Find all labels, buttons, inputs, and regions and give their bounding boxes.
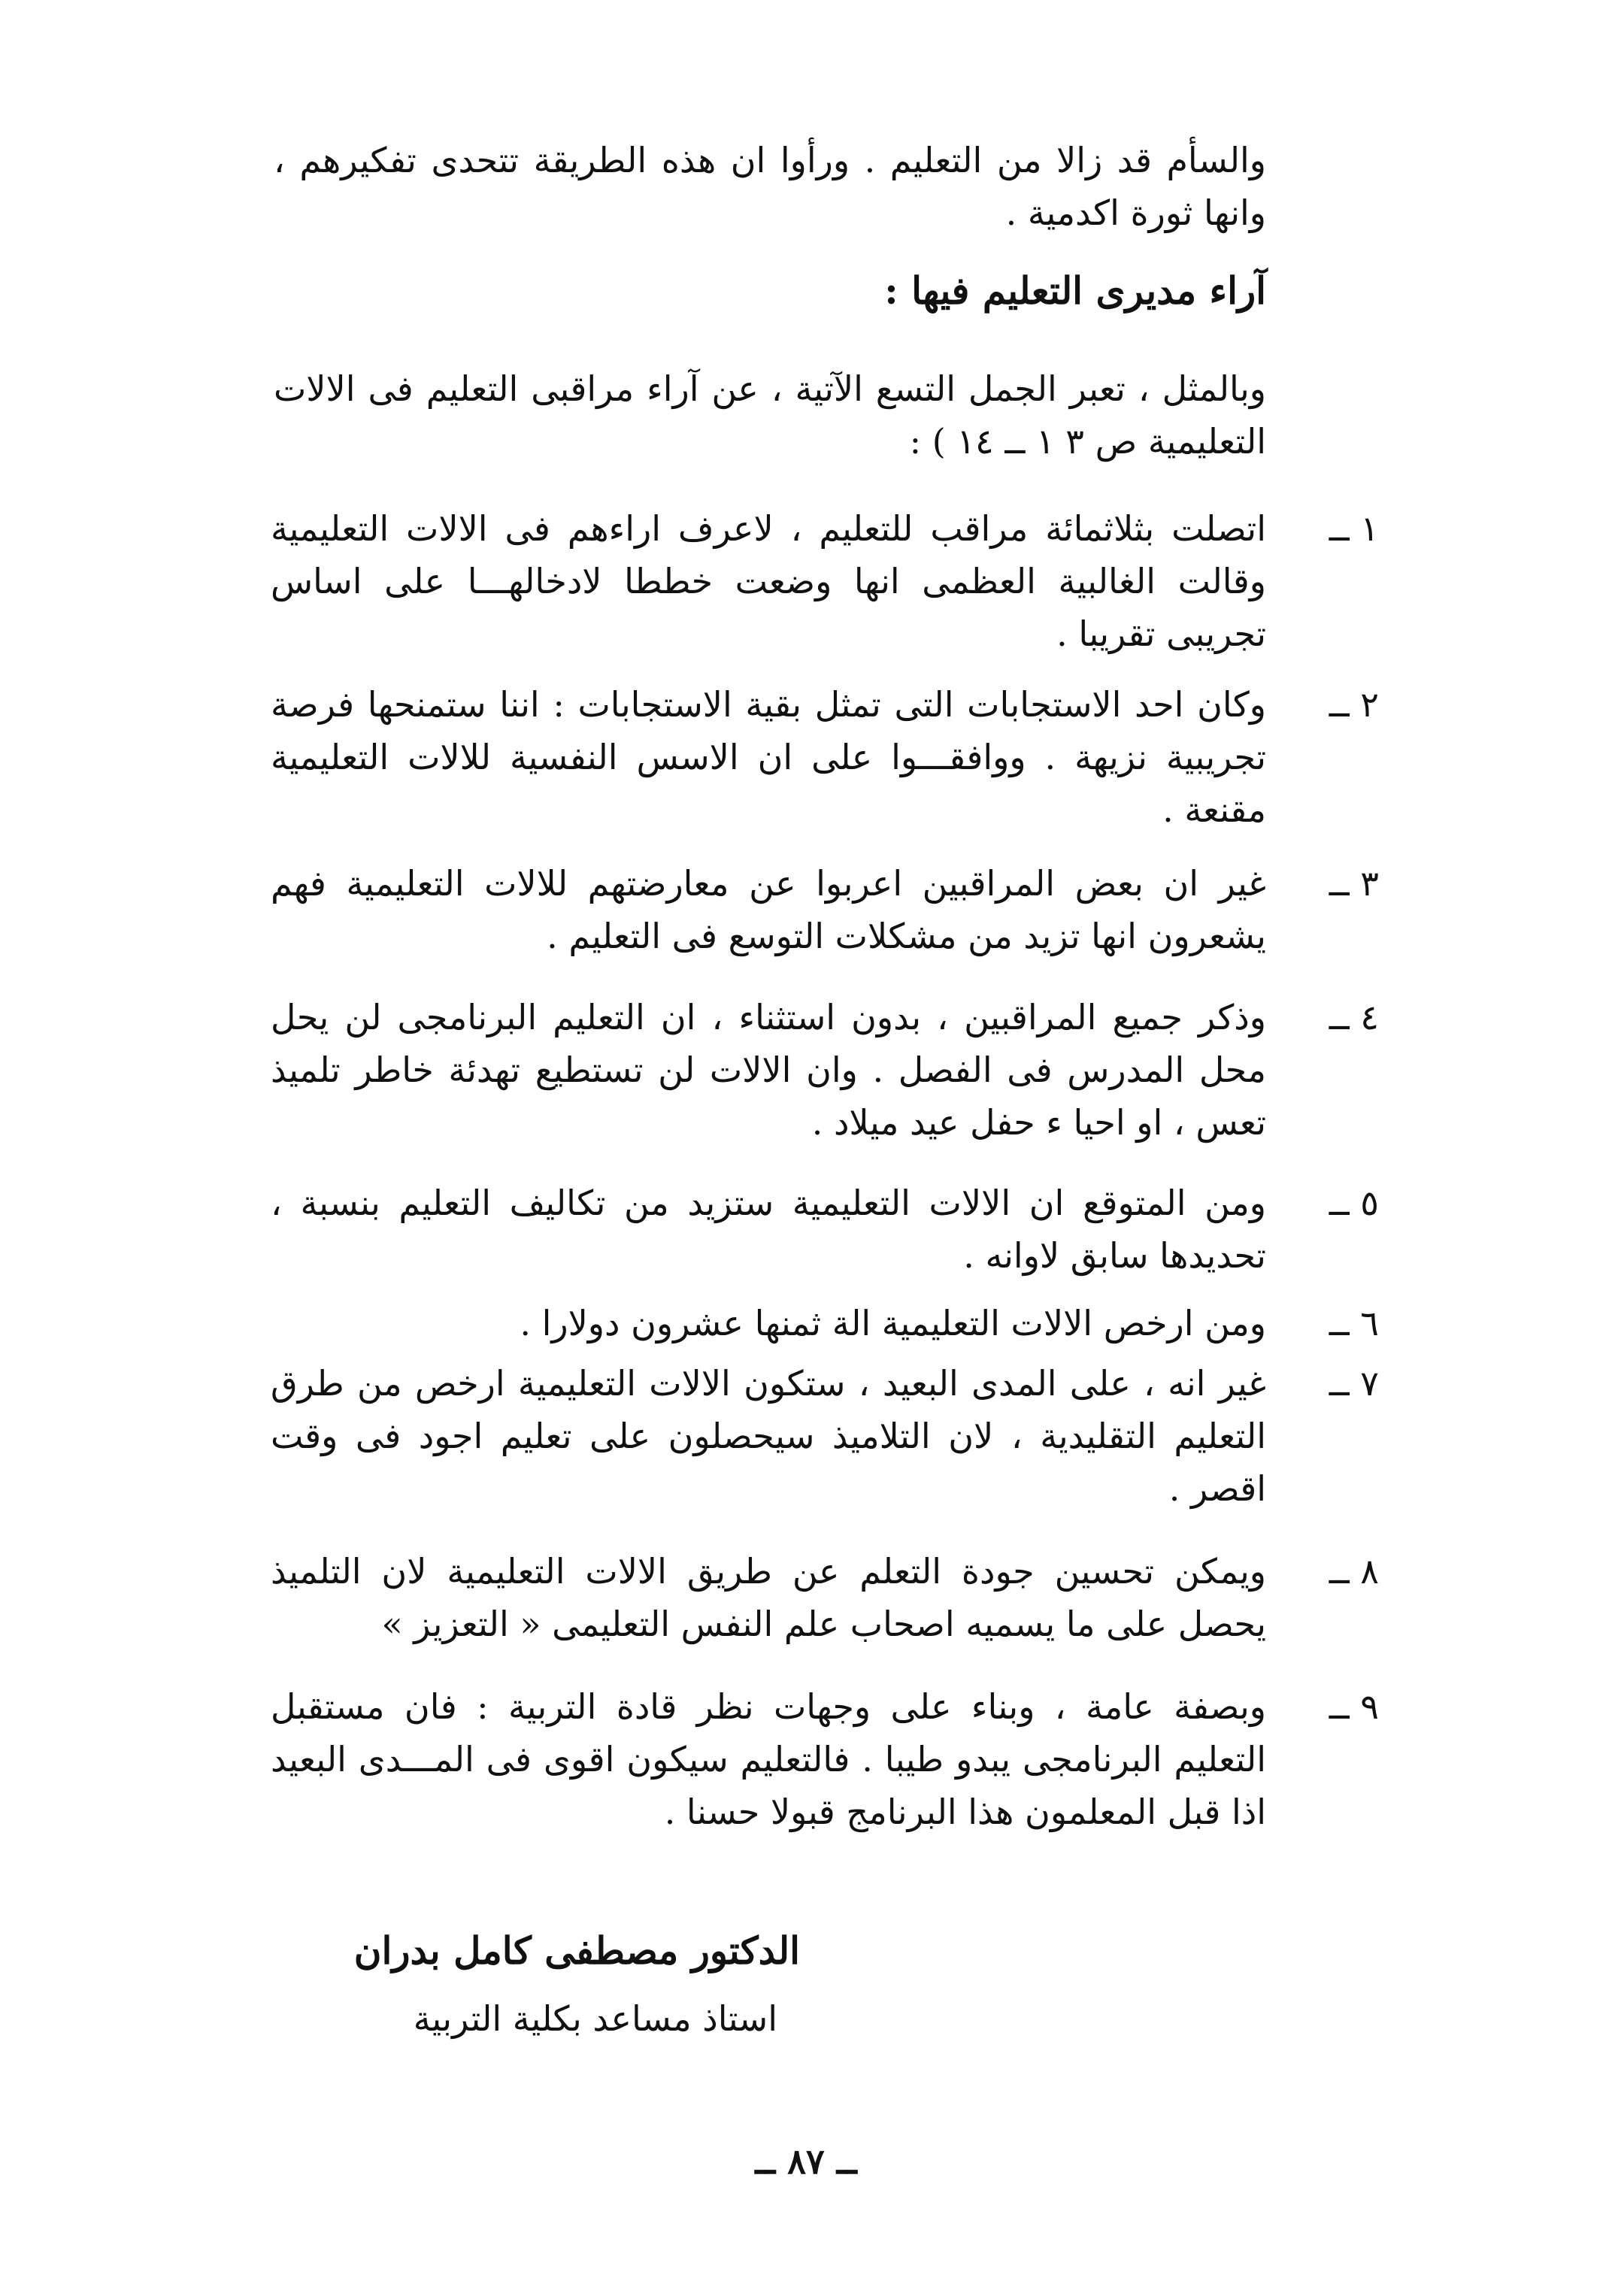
author-name: الدكتور مصطفى كامل بدران [353, 1928, 800, 1973]
list-item-text: وبصفة عامة ، وبناء على وجهات نظر قادة التربية : فان مستقبل التعليم البرنامجى يبدو طيبا . فالتعليم سيكون اقوى فى المـــدى البعيد اذا قبل المعلمون هذا البرنامج قبولا حسنا . [271, 1686, 1266, 1832]
list-item [271, 1357, 1379, 1515]
list-item-number: ٧ ــ [1329, 1363, 1379, 1404]
list-item-number: ٣ ــ [1329, 863, 1379, 904]
list-item-number: ٢ ــ [1329, 684, 1379, 725]
list-item-text: اتصلت بثلاثمائة مراقب للتعليم ، لاعرف اراءهم فى الالات التعليمية وقالت الغالبية العظمى انها وضعت خططا لادخالهـــا على اساس تجريبى تقريبا . [271, 508, 1266, 654]
list-item-text: وكان احد الاستجابات التى تمثل بقية الاستجابات : اننا ستمنحها فرصة تجريبية نزيهة . ووافقـــوا على ان الاسس النفسية للالات التعليمية مقنعة . [271, 684, 1266, 830]
list-item-text: وذكر جميع المراقبين ، بدون استثناء ، ان التعليم البرنامجى لن يحل محل المدرس فى الفصل . وان الالات لن تستطيع تهدئة خاطر تلميذ تعس ، او احيا ء حفل عيد ميلاد . [271, 997, 1266, 1143]
list-item [271, 502, 1379, 660]
list-item-number: ٥ ــ [1329, 1183, 1379, 1223]
author-title: استاذ مساعد بكلية التربية [413, 1998, 777, 2039]
list-item [271, 857, 1379, 962]
list-item [271, 678, 1379, 836]
list-item [271, 1545, 1379, 1650]
list-item-number: ٨ ــ [1329, 1551, 1379, 1592]
list-item-number: ٩ ــ [1329, 1686, 1379, 1727]
list-item-text: ومن ارخص الالات التعليمية الة ثمنها عشرون دولارا . [520, 1303, 1266, 1343]
intro-paragraph: والسأم قد زالا من التعليم . ورأوا ان هذه الطريقة تتحدى تفكيرهم ، وانها ثورة اكدمية . [274, 140, 1266, 233]
list-item [271, 1177, 1379, 1282]
list-item [271, 1297, 1379, 1349]
section-heading: آراء مديرى التعليم فيها : [884, 268, 1266, 313]
page-number: ــ ٨٧ ــ [755, 2141, 857, 2182]
list-item [271, 1680, 1379, 1838]
lead-paragraph: وبالمثل ، تعبر الجمل التسع الآتية ، عن آراء مراقبى التعليم فى الالات التعليمية ص ٣ ١ ــ ١٤ ) : [274, 368, 1266, 462]
list-item-text: غير انه ، على المدى البعيد ، ستكون الالات التعليمية ارخص من طرق التعليم التقليدية ، لان التلاميذ سيحصلون على تعليم اجود فى وقت اقصر . [271, 1363, 1267, 1509]
list-item-number: ٦ ــ [1329, 1303, 1379, 1343]
list-item-text: ويمكن تحسين جودة التعلم عن طريق الالات التعليمية لان التلميذ يحصل على ما يسميه اصحاب علم النفس التعليمى « التعزيز » [271, 1551, 1266, 1644]
list-item-text: ومن المتوقع ان الالات التعليمية ستزيد من تكاليف التعليم بنسبة ، تحديدها سابق لاوانه . [271, 1183, 1267, 1276]
list-item-number: ١ ــ [1329, 508, 1379, 549]
list-item [271, 991, 1379, 1149]
list-item-number: ٤ ــ [1329, 997, 1379, 1037]
list-item-text: غير ان بعض المراقبين اعربوا عن معارضتهم للالات التعليمية فهم يشعرون انها تزيد من مشكلات التوسع فى التعليم . [271, 863, 1266, 956]
